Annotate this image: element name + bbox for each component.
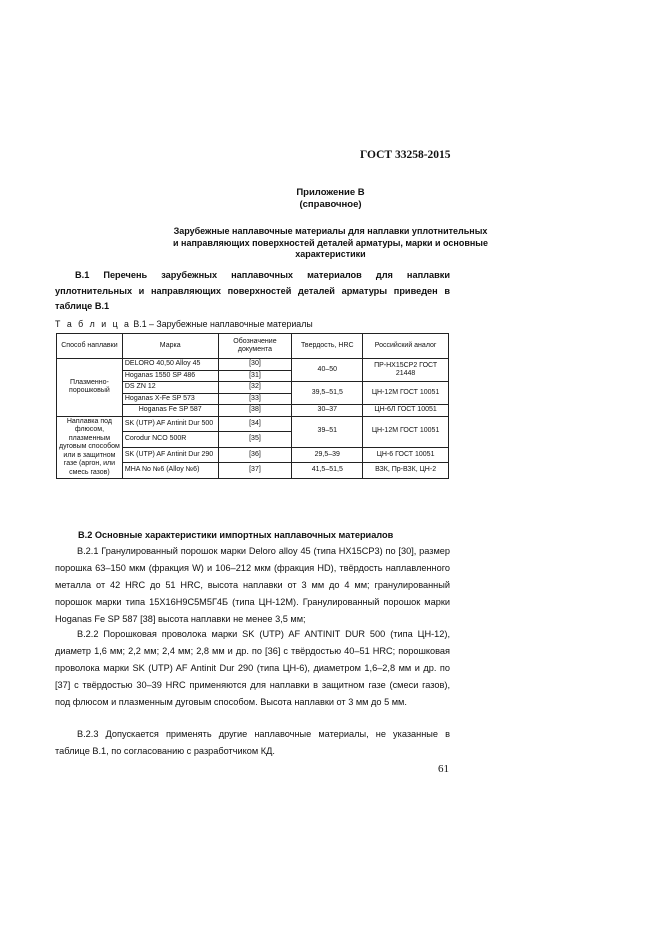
- appendix-title: Приложение В: [296, 187, 365, 198]
- method-cell: Плазменно-порошковый: [57, 359, 123, 417]
- hardness-cell: 41,5–51,5: [292, 463, 363, 479]
- doc-cell: [31]: [218, 370, 292, 382]
- paragraph-b21: [55, 543, 450, 628]
- hardness-cell: 30–37: [292, 405, 363, 417]
- heading-line-3: характеристики: [295, 249, 366, 259]
- doc-cell: [35]: [218, 432, 292, 448]
- doc-cell: [33]: [218, 393, 292, 405]
- analog-cell: ЦН-6 ГОСТ 10051: [363, 447, 449, 463]
- doc-cell: [34]: [218, 416, 292, 432]
- page-number: 61: [438, 763, 449, 775]
- analog-cell: ЦН-12М ГОСТ 10051: [363, 416, 449, 447]
- paragraph-b23: [55, 726, 450, 760]
- mark-cell: DELORO 40,50 Alloy 45: [122, 359, 218, 371]
- analog-cell: ПР-НХ15СР2 ГОСТ 21448: [363, 359, 449, 382]
- table-caption-text: В.1 – Зарубежные наплавочные материалы: [130, 319, 313, 329]
- mark-cell: DS ZN 12: [122, 382, 218, 394]
- header-document: Обозначение документа: [218, 334, 292, 359]
- section-b2-title: В.2 Основные характеристики импортных наплавочных материалов: [78, 530, 394, 540]
- doc-cell: [30]: [218, 359, 292, 371]
- header-method: Способ наплавки: [57, 334, 123, 359]
- hardness-cell: 29,5–39: [292, 447, 363, 463]
- appendix-heading: [0, 187, 661, 211]
- paragraph-b23-text: В.2.3 Допускается применять другие наплавочные материалы, не указанные в таблице В.1, по согласованию с разработчиком КД.: [55, 729, 450, 756]
- table-caption-prefix: Т а б л и ц а: [55, 319, 131, 329]
- appendix-subtitle: (справочное): [299, 199, 362, 210]
- paragraph-b22: [55, 626, 450, 711]
- doc-cell: [38]: [218, 405, 292, 417]
- paragraph-b21-text: В.2.1 Гранулированный порошок марки Deloro alloy 45 (типа НХ15СР3) по [30], размер порошка 63–150 мкм (фракция W) и 106–212 мкм (фракция HD), твёрдость наплавленного металла от 42 HRC до 51 HRC, высота наплавки от 3 мм до 4 мм; гранулированный порошок марки типа 15Х16Н9С5М5Г4Б (типа ЦН-12М). Гранулированный порошок марки Hoganas Fe SP 587 [38] высота наплавки не менее 3,5 мм;: [55, 546, 450, 624]
- heading-line-1: Зарубежные наплавочные материалы для наплавки уплотнительных: [173, 226, 488, 236]
- table-row: [57, 416, 449, 432]
- header-hardness: Твердость, HRC: [292, 334, 363, 359]
- section-b1-text: В.1 Перечень зарубежных наплавочных материалов для наплавки уплотнительных и направляющих поверхностей деталей арматуры приведен в таблице В.1: [55, 270, 450, 311]
- mark-cell: Corodur NCO 500R: [122, 432, 218, 448]
- table-row: [57, 359, 449, 371]
- header-mark: Марка: [122, 334, 218, 359]
- appendix-main-heading: [0, 226, 661, 261]
- hardness-cell: 39–51: [292, 416, 363, 447]
- doc-cell: [32]: [218, 382, 292, 394]
- analog-cell: ЦН-12М ГОСТ 10051: [363, 382, 449, 405]
- document-code: ГОСТ 33258-2015: [360, 149, 451, 161]
- mark-cell: Hoganas Fe SP 587: [122, 405, 218, 417]
- analog-cell: ВЗК, Пр-ВЗК, ЦН-2: [363, 463, 449, 479]
- table-header-row: [57, 334, 449, 359]
- doc-cell: [37]: [218, 463, 292, 479]
- hardness-cell: 39,5–51,5: [292, 382, 363, 405]
- mark-cell: MHA No №6 (Alloy №6): [122, 463, 218, 479]
- header-analog: Российский аналог: [363, 334, 449, 359]
- materials-table: [56, 333, 449, 479]
- mark-cell: Hoganas X-Fe SP 573: [122, 393, 218, 405]
- section-b1-paragraph: [55, 268, 450, 315]
- mark-cell: SK (UTP) AF Antinit Dur 500: [122, 416, 218, 432]
- mark-cell: Hoganas 1550 SP 486: [122, 370, 218, 382]
- mark-cell: SK (UTP) AF Antinit Dur 290: [122, 447, 218, 463]
- paragraph-b22-text: В.2.2 Порошковая проволока марки SK (UTP) AF ANTINIT DUR 500 (типа ЦН-12), диаметр 1,6 мм; 2,2 мм; 2,4 мм; 2,8 мм и др. по [36] с твёрдостью 40–51 HRC; порошковая проволока марки SK (UTP) AF Antinit Dur 290 (типа ЦН-6), диаметром 1,6–2,8 мм и др. по [37] с твёрдостью 30–39 HRC применяются для наплавки в защитном газе (смеси газов), под флюсом и плазменным дуговым способом. Высота наплавки от 3 мм до 5 мм.: [55, 629, 450, 707]
- analog-cell: ЦН-6Л ГОСТ 10051: [363, 405, 449, 417]
- hardness-cell: 40–50: [292, 359, 363, 382]
- table-caption: [55, 319, 313, 329]
- heading-line-2: и направляющих поверхностей деталей арматуры, марки и основные: [173, 237, 488, 248]
- method-cell: Наплавка под флюсом, плазменным дуговым способом или в защитном газе (аргон, или смесь газов): [57, 416, 123, 479]
- doc-cell: [36]: [218, 447, 292, 463]
